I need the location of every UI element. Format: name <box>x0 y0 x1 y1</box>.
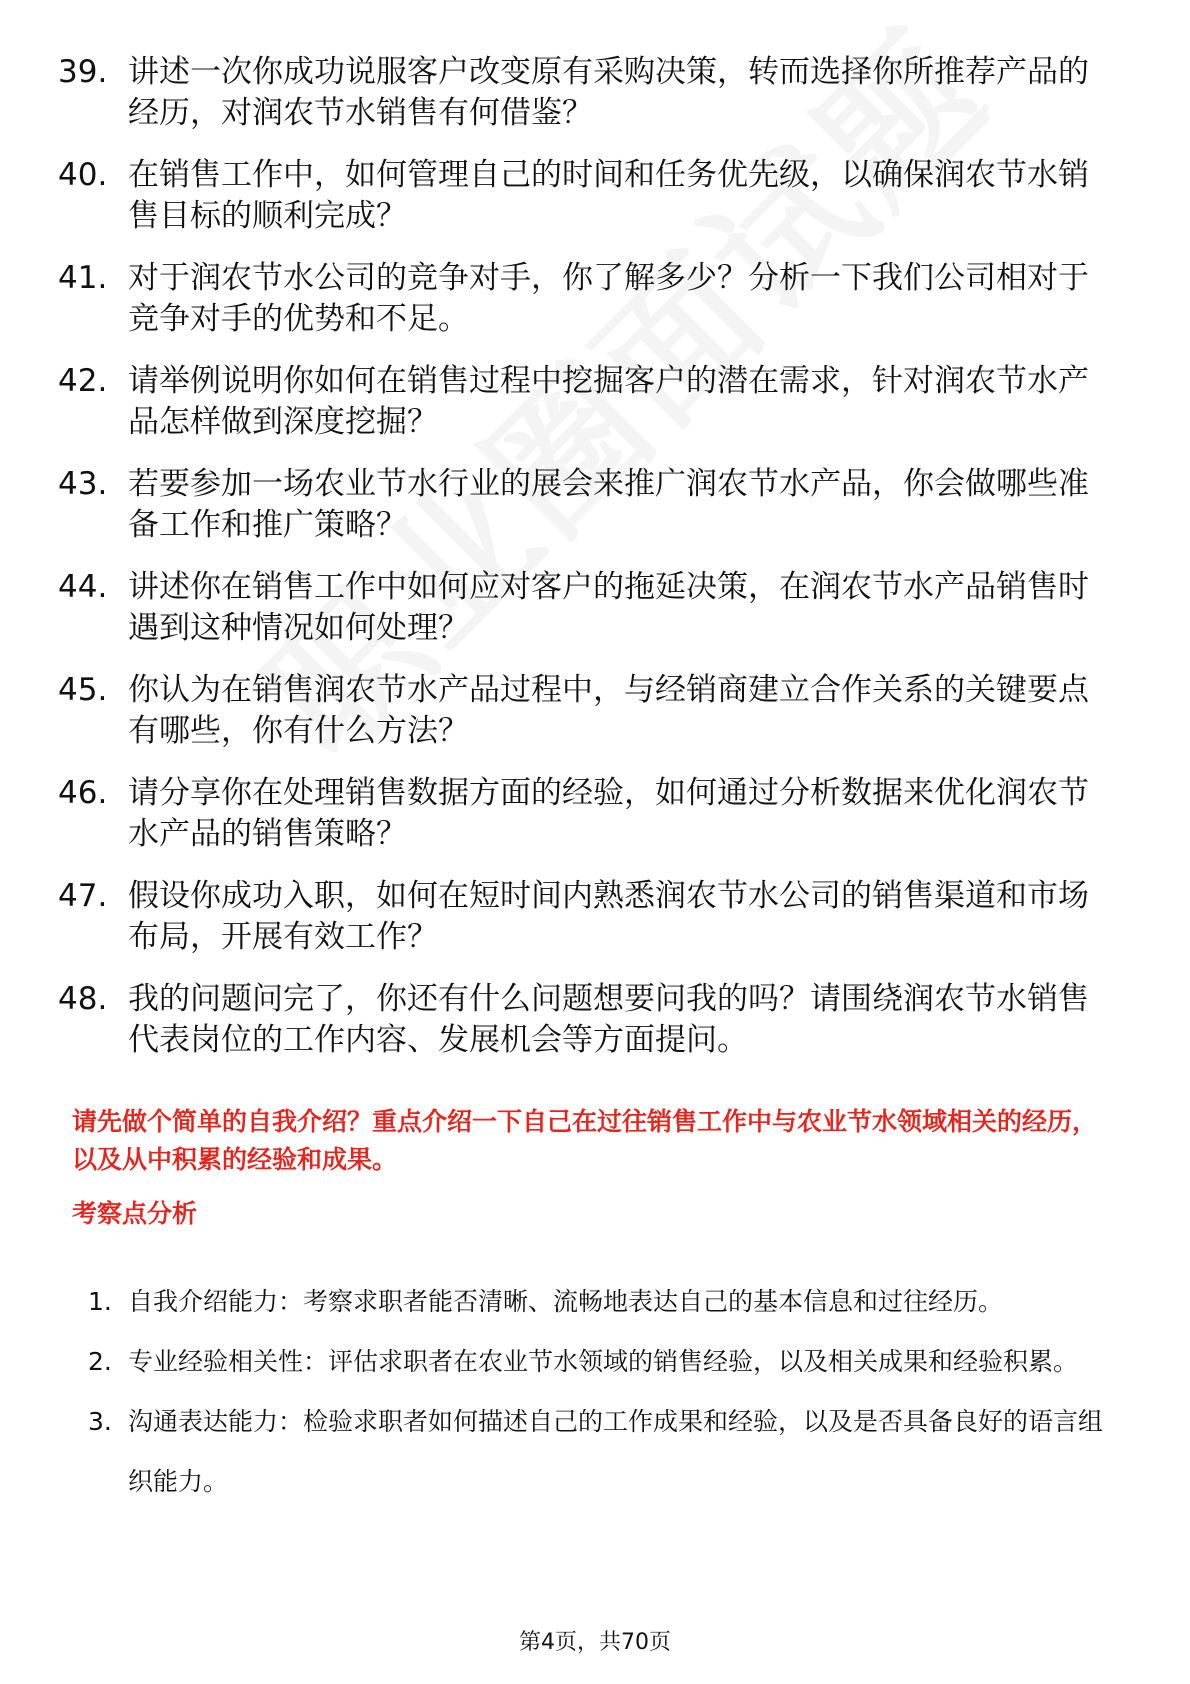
question-number: 42. <box>58 363 108 399</box>
question-number: 47. <box>58 878 108 914</box>
question-item <box>58 52 1118 134</box>
question-item <box>58 567 1118 649</box>
analysis-item <box>88 1332 1118 1392</box>
analysis-number: 1. <box>88 1287 112 1316</box>
question-text: 对于润农节水公司的竞争对手，你了解多少？分析一下我们公司相对于竞争对手的优势和不足。 <box>128 260 1089 337</box>
analysis-text: 沟通表达能力：检验求职者如何描述自己的工作成果和经验，以及是否具备良好的语言组织能力。 <box>128 1407 1104 1496</box>
question-item <box>58 773 1118 855</box>
question-text: 请分享你在处理销售数据方面的经验，如何通过分析数据来优化润农节水产品的销售策略？ <box>128 775 1089 852</box>
page-footer: 第4页，共70页 <box>519 1630 671 1655</box>
question-text: 讲述你在销售工作中如何应对客户的拖延决策，在润农节水产品销售时遇到这种情况如何处理？ <box>128 569 1089 646</box>
question-item <box>58 670 1118 752</box>
question-text: 我的问题问完了，你还有什么问题想要问我的吗？请围绕润农节水销售代表岗位的工作内容、发展机会等方面提问。 <box>128 981 1089 1058</box>
question-number: 46. <box>58 775 108 811</box>
question-item <box>58 361 1118 443</box>
question-item <box>58 876 1118 958</box>
question-number: 39. <box>58 54 108 90</box>
question-number: 44. <box>58 569 108 605</box>
question-text: 在销售工作中，如何管理自己的时间和任务优先级，以确保润农节水销售目标的顺利完成？ <box>128 157 1089 234</box>
analysis-number: 2. <box>88 1347 112 1376</box>
question-text: 假设你成功入职，如何在短时间内熟悉润农节水公司的销售渠道和市场布局，开展有效工作？ <box>128 878 1089 955</box>
question-number: 40. <box>58 157 108 193</box>
analysis-item <box>88 1272 1118 1332</box>
question-number: 45. <box>58 672 108 708</box>
analysis-number: 3. <box>88 1407 112 1436</box>
analysis-heading: 考察点分析 <box>72 1199 198 1228</box>
question-item <box>58 155 1118 237</box>
question-text: 请举例说明你如何在销售过程中挖掘客户的潜在需求，针对润农节水产品怎样做到深度挖掘？ <box>128 363 1089 440</box>
question-item <box>58 979 1118 1061</box>
question-item <box>58 464 1118 546</box>
analysis-item <box>88 1392 1118 1512</box>
question-number: 41. <box>58 260 108 296</box>
question-text: 讲述一次你成功说服客户改变原有采购决策，转而选择你所推荐产品的经历，对润农节水销售有何借鉴？ <box>128 54 1089 131</box>
question-number: 43. <box>58 466 108 502</box>
analysis-text: 专业经验相关性：评估求职者在农业节水领域的销售经验，以及相关成果和经验积累。 <box>128 1347 1079 1376</box>
question-item <box>58 258 1118 340</box>
question-text: 若要参加一场农业节水行业的展会来推广润农节水产品，你会做哪些准备工作和推广策略？ <box>128 466 1089 543</box>
highlight-question: 请先做个简单的自我介绍？重点介绍一下自己在过往销售工作中与农业节水领域相关的经历，以及从中积累的经验和成果。 <box>72 1107 1098 1174</box>
question-number: 48. <box>58 981 108 1017</box>
question-text: 你认为在销售润农节水产品过程中，与经销商建立合作关系的关键要点有哪些，你有什么方法？ <box>128 672 1089 749</box>
analysis-text: 自我介绍能力：考察求职者能否清晰、流畅地表达自己的基本信息和过往经历。 <box>128 1287 1004 1316</box>
question-list <box>58 52 1118 1082</box>
analysis-list <box>88 1272 1118 1512</box>
